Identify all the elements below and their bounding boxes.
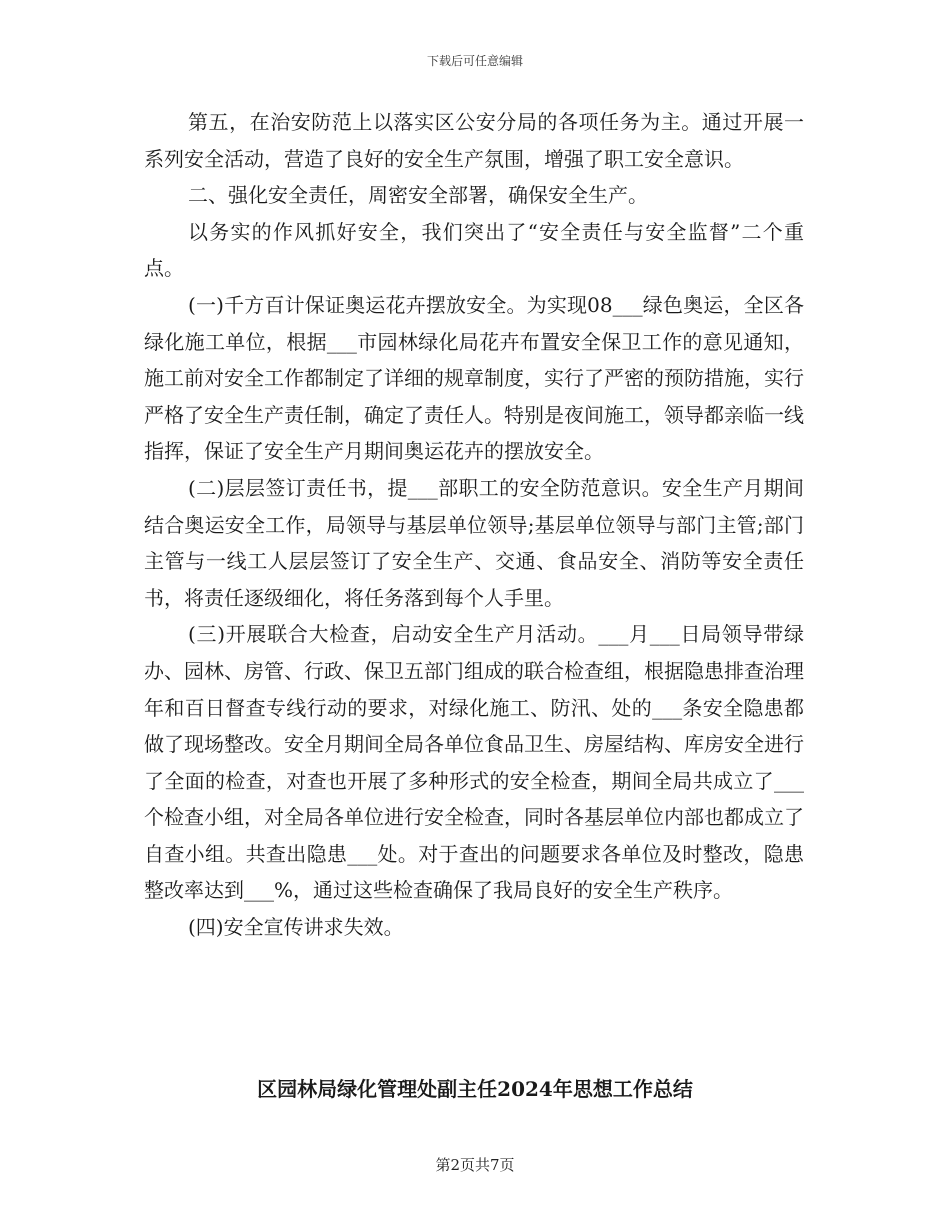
page-header: 下载后可任意编辑 (426, 54, 523, 68)
paragraph-6: (三)开展联合大检查，启动安全生产月活动。___月___日局领导带绿办、园林、房管、行政、保卫五部门组成的联合检查组，根据隐患排查治理年和百日督查专线行动的要求，对绿化施工、防汛、处的___条安全隐患都做了现场整改。安全月期间全局各单位食品卫生、房屋结构、库房安全进行了全面的检查，对查也开展了多种形式的安全检查，期间全局共成立了___个检查小组，对全局各单位进行安全检查，同时各基层单位内部也都成立了自查小组。共查出隐患___处。对于查出的问题要求各单位及时整改，隐患整改率达到___%，通过这些检查确保了我局良好的安全生产秩序。 (144, 622, 804, 903)
page-footer: 第2页共7页 (435, 1156, 515, 1174)
paragraph-4: (一)千方百计保证奥运花卉摆放安全。为实现08___绿色奥运，全区各绿化施工单位，根据___市园林绿化局花卉布置安全保卫工作的意见通知，施工前对安全工作都制定了详细的规章制度，实行了严密的预防措施，实行严格了安全生产责任制，确定了责任人。特别是夜间施工，领导都亲临一线指挥，保证了安全生产月期间奥运花卉的摆放安全。 (144, 292, 804, 464)
document-title: 区园林局绿化管理处副主任2024年思想工作总结 (257, 1077, 693, 1101)
paragraph-1: 第五，在治安防范上以落实区公安分局的各项任务为主。通过开展一系列安全活动，营造了良好的安全生产氛围，增强了职工安全意识。 (144, 110, 804, 171)
document-body (144, 104, 804, 946)
paragraph-3: 以务实的作风抓好安全，我们突出了“安全责任与安全监督”二个重点。 (144, 219, 804, 281)
paragraph-5: (二)层层签订责任书，提___部职工的安全防范意识。安全生产月期间结合奥运安全工作，局领导与基层单位领导;基层单位领导与部门主管;部门主管与一线工人层层签订了安全生产、交通、食品安全、消防等安全责任书，将责任逐级细化，将任务落到每个人手里。 (144, 475, 804, 610)
paragraph-2: 二、强化安全责任，周密安全部署，确保安全生产。 (188, 183, 648, 208)
paragraph-7: (四)安全宣传讲求失效。 (188, 915, 404, 940)
